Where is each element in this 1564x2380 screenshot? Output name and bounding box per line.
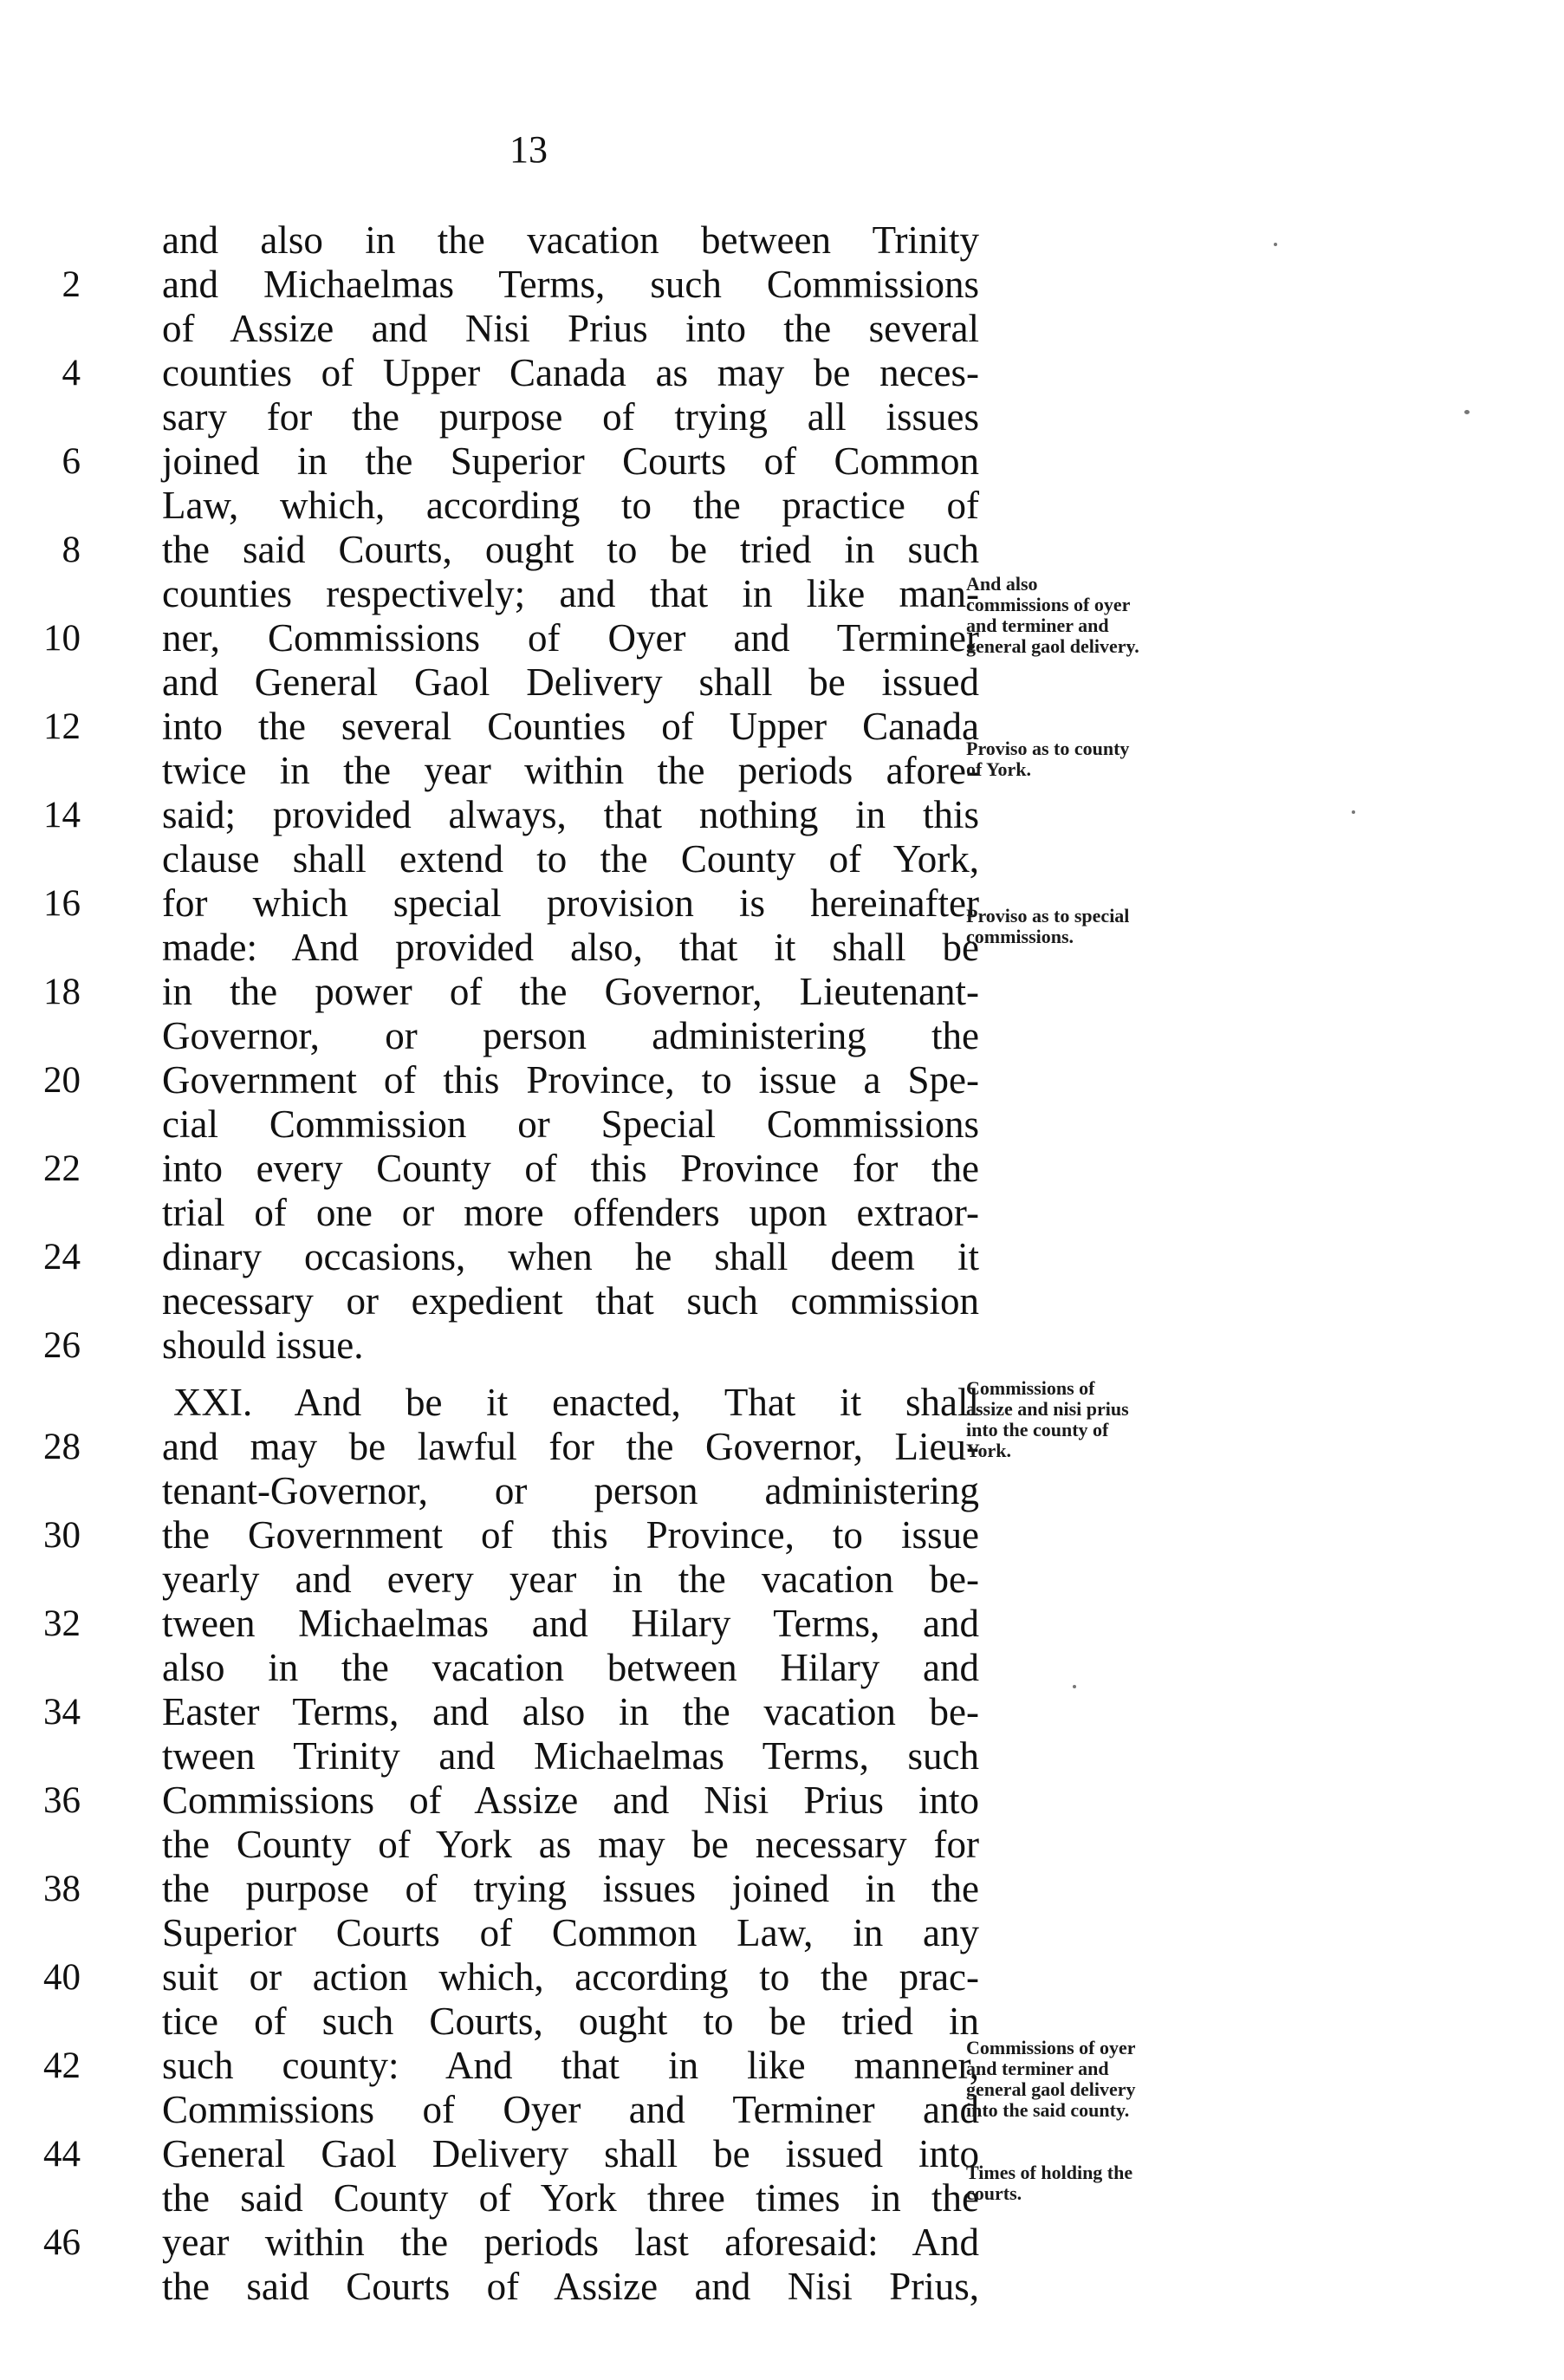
line-text: clause shall extend to the County of York, <box>162 837 979 881</box>
margin-note-proviso-york: Proviso as to county of York. <box>966 738 1130 780</box>
text-line <box>43 1867 979 1911</box>
line-text: Commissions of Oyer and Terminer and <box>162 2088 979 2131</box>
line-text: into every County of this Province for the <box>162 1147 979 1190</box>
line-text: in the power of the Governor, Lieutenant- <box>162 970 979 1013</box>
line-text: Government of this Province, to issue a Spe- <box>162 1058 979 1102</box>
line-text: the County of York as may be necessary for <box>162 1823 979 1866</box>
text-line <box>43 1602 979 1646</box>
line-text: into the several Counties of Upper Canada <box>162 705 979 748</box>
line-number: 44 <box>43 2134 81 2175</box>
line-text: tween Michaelmas and Hilary Terms, and <box>162 1602 979 1645</box>
text-line <box>43 616 979 660</box>
text-line <box>91 1911 979 1955</box>
text-line <box>43 1778 979 1823</box>
line-text: Law, which, according to the practice of <box>162 484 979 527</box>
line-text: dinary occasions, when he shall deem it <box>162 1235 979 1278</box>
line-text: Governor, or person administering the <box>162 1014 979 1057</box>
line-text: for which special provision is hereinafter <box>162 881 979 925</box>
margin-note-oyer-terminer-york: Commissions of oyer and terminer and general gaol delivery into the said county. <box>966 2037 1136 2121</box>
line-text: counties respectively; and that in like man- <box>162 572 979 615</box>
margin-note-times-holding: Times of holding the courts. <box>966 2162 1133 2204</box>
text-line <box>62 263 979 307</box>
line-text: also in the vacation between Hilary and <box>162 1646 979 1689</box>
margin-note-assize-york: Commissions of assize and nisi prius into the county of York. <box>966 1377 1129 1461</box>
line-text: said; provided always, that nothing in this <box>162 793 979 836</box>
line-text: the said Courts, ought to be tried in such <box>162 528 979 571</box>
text-line <box>91 484 979 528</box>
line-number: 18 <box>43 972 81 1012</box>
line-text: suit or action which, according to the prac- <box>162 1955 979 1999</box>
text-line <box>43 1690 979 1734</box>
text-line <box>91 660 979 705</box>
text-line <box>91 218 979 263</box>
line-number: 6 <box>62 441 81 482</box>
text-line <box>91 307 979 351</box>
text-line <box>91 2176 979 2221</box>
line-text: necessary or expedient that such commission <box>162 1279 979 1323</box>
line-text: the said Courts of Assize and Nisi Prius, <box>162 2265 979 2308</box>
line-text: year within the periods last aforesaid: And <box>162 2221 979 2264</box>
statute-text-block-2 <box>43 1381 979 2309</box>
line-number: 32 <box>43 1603 81 1644</box>
line-text: and also in the vacation between Trinity <box>162 218 979 262</box>
margin-note-proviso-special: Proviso as to special commissions. <box>966 905 1130 947</box>
line-text: sary for the purpose of trying all issues <box>162 395 979 439</box>
line-number: 30 <box>43 1515 81 1556</box>
text-line <box>91 1014 979 1058</box>
line-number: 22 <box>43 1148 81 1189</box>
text-line <box>91 926 979 970</box>
text-line <box>43 1235 979 1279</box>
scan-speck <box>1073 1685 1076 1688</box>
section-heading-line <box>91 1381 979 1425</box>
text-line <box>91 2000 979 2044</box>
line-number: 2 <box>62 264 81 305</box>
text-line <box>91 395 979 439</box>
text-line <box>91 572 979 616</box>
line-number: 40 <box>43 1957 81 1998</box>
line-text: counties of Upper Canada as may be neces- <box>162 351 979 394</box>
line-number: 14 <box>43 795 81 836</box>
statute-text-block-1 <box>43 218 979 1368</box>
line-text: and General Gaol Delivery shall be issued <box>162 660 979 704</box>
line-text: should issue. <box>162 1323 364 1367</box>
text-line <box>91 1557 979 1602</box>
line-number: 42 <box>43 2045 81 2086</box>
line-number: 34 <box>43 1692 81 1733</box>
text-line <box>43 2132 979 2176</box>
text-line <box>91 1646 979 1690</box>
line-number: 16 <box>43 883 81 924</box>
scan-speck <box>1274 243 1277 246</box>
text-line <box>43 2221 979 2265</box>
text-line <box>91 1734 979 1778</box>
line-number: 38 <box>43 1869 81 1909</box>
line-text: of Assize and Nisi Prius into the several <box>162 307 979 350</box>
scan-speck <box>1464 410 1470 414</box>
line-number: 26 <box>43 1325 81 1366</box>
text-line <box>91 2265 979 2309</box>
text-line <box>91 1279 979 1323</box>
text-line <box>43 1147 979 1191</box>
text-line <box>91 1191 979 1235</box>
line-number: 24 <box>43 1237 81 1278</box>
line-number: 12 <box>43 706 81 747</box>
line-number: 36 <box>43 1780 81 1821</box>
text-line <box>43 793 979 837</box>
text-line <box>43 1323 979 1368</box>
text-line <box>43 1425 979 1469</box>
line-text: ner, Commissions of Oyer and Terminer <box>162 616 979 660</box>
line-text: Easter Terms, and also in the vacation be- <box>162 1690 979 1733</box>
text-line <box>91 2088 979 2132</box>
line-text: tice of such Courts, ought to be tried in <box>162 2000 979 2043</box>
line-text: General Gaol Delivery shall be issued into <box>162 2132 979 2175</box>
line-text: Superior Courts of Common Law, in any <box>162 1911 979 1954</box>
text-line <box>43 881 979 926</box>
line-text: made: And provided also, that it shall be <box>162 926 979 969</box>
text-line <box>43 1058 979 1102</box>
text-line <box>43 1513 979 1557</box>
line-text: such county: And that in like manner, <box>162 2044 979 2087</box>
text-line <box>91 1102 979 1147</box>
line-number: 28 <box>43 1427 81 1467</box>
line-text: and may be lawful for the Governor, Lieu- <box>162 1425 979 1468</box>
text-line <box>43 1955 979 2000</box>
text-line <box>62 351 979 395</box>
scan-speck <box>1352 810 1355 814</box>
line-text: joined in the Superior Courts of Common <box>162 439 979 483</box>
text-line <box>62 528 979 572</box>
line-number: 10 <box>43 618 81 659</box>
page-number: 13 <box>509 128 548 171</box>
text-line <box>91 1823 979 1867</box>
line-text: XXI. And be it enacted, That it shall <box>173 1381 979 1424</box>
line-text: and Michaelmas Terms, such Commissions <box>162 263 979 306</box>
line-text: cial Commission or Special Commissions <box>162 1102 979 1146</box>
margin-note-oyer-terminer: And also commissions of oyer and terminer and general gaol delivery. <box>966 573 1139 657</box>
text-line <box>91 1469 979 1513</box>
line-text: Commissions of Assize and Nisi Prius into <box>162 1778 979 1822</box>
line-text: the said County of York three times in the <box>162 2176 979 2220</box>
line-number: 20 <box>43 1060 81 1101</box>
text-line <box>43 705 979 749</box>
line-text: tween Trinity and Michaelmas Terms, such <box>162 1734 979 1778</box>
line-number: 46 <box>43 2222 81 2263</box>
text-line <box>43 2044 979 2088</box>
text-line <box>91 749 979 793</box>
text-line <box>43 970 979 1014</box>
line-number: 8 <box>62 530 81 570</box>
line-number: 4 <box>62 353 81 393</box>
line-text: twice in the year within the periods afore- <box>162 749 979 792</box>
text-line <box>62 439 979 484</box>
line-text: yearly and every year in the vacation be- <box>162 1557 979 1601</box>
line-text: the Government of this Province, to issue <box>162 1513 979 1557</box>
line-text: tenant-Governor, or person administering <box>162 1469 979 1512</box>
line-text: trial of one or more offenders upon extraor- <box>162 1191 979 1234</box>
line-text: the purpose of trying issues joined in the <box>162 1867 979 1910</box>
text-line <box>91 837 979 881</box>
